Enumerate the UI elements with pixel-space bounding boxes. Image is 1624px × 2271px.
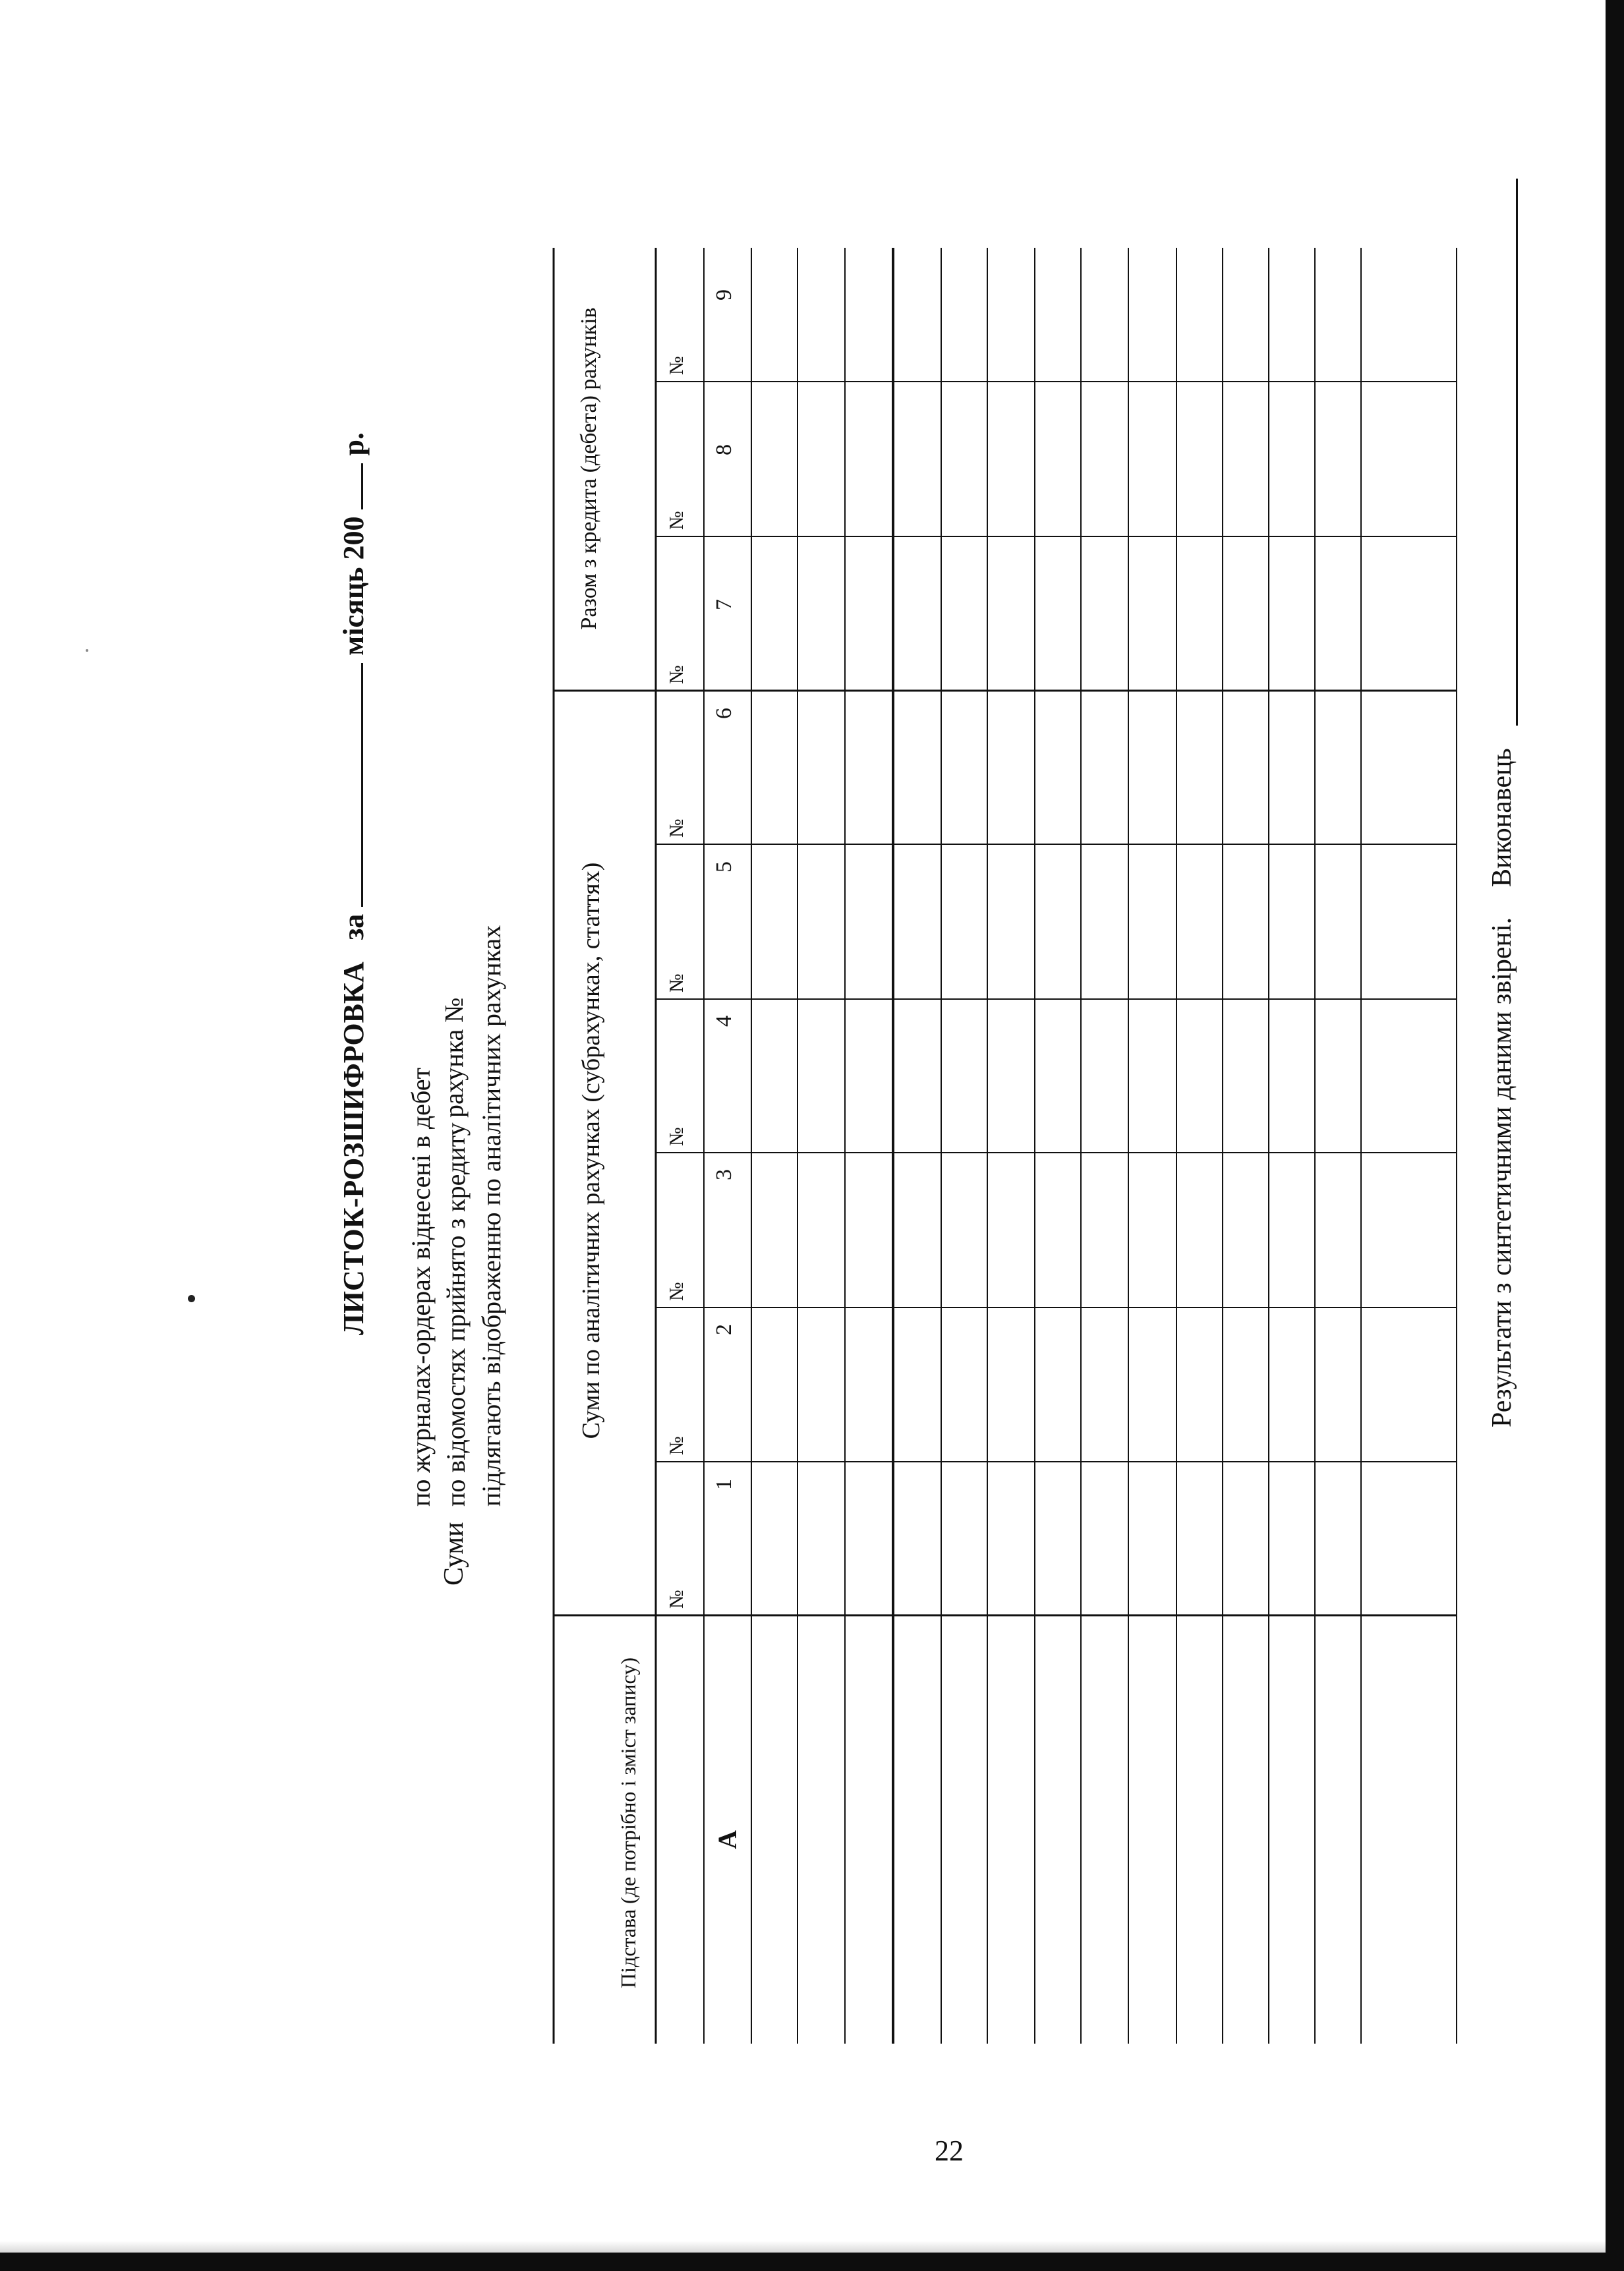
no-label: № bbox=[666, 819, 687, 838]
column-number-9: 9 bbox=[712, 289, 736, 301]
page-number: 22 bbox=[935, 2135, 964, 2167]
sums-label: Суми bbox=[439, 1522, 469, 1586]
footer-executor-label: Виконавець bbox=[1487, 748, 1517, 887]
no-label: № bbox=[666, 973, 687, 992]
title-year-suffix: р. bbox=[337, 432, 370, 456]
description-line-1: по журналах-ордерах віднесені в дебет bbox=[406, 1068, 436, 1507]
no-label: № bbox=[666, 1282, 687, 1301]
no-label: № bbox=[666, 511, 687, 530]
column-number-2: 2 bbox=[712, 1324, 736, 1335]
title-za: за bbox=[337, 913, 370, 940]
column-number-3: 3 bbox=[712, 1169, 736, 1180]
no-label: № bbox=[666, 1436, 687, 1455]
description-line-2: по відомостях прийнято з кредиту bbox=[441, 1122, 471, 1507]
no-label: № bbox=[666, 665, 687, 684]
column-number-7: 7 bbox=[712, 599, 736, 610]
no-label: № bbox=[666, 1127, 687, 1146]
title-main: ЛИСТОК-РОЗШИФРОВКА bbox=[337, 962, 370, 1335]
header-analytic-group: Суми по аналітичних рахунках (субрахунках, статтях) bbox=[577, 862, 605, 1439]
column-number-1: 1 bbox=[712, 1479, 736, 1490]
column-letter-a: А bbox=[712, 1830, 742, 1849]
header-basis: Підстава (де потрібно і зміст запису) bbox=[616, 1657, 640, 1988]
account-number-label: рахунка № bbox=[439, 997, 469, 1118]
no-label: № bbox=[666, 1590, 687, 1609]
column-number-5: 5 bbox=[712, 861, 736, 873]
title-month: місяць 200 bbox=[337, 516, 370, 656]
column-number-6: 6 bbox=[712, 708, 736, 719]
column-number-8: 8 bbox=[712, 444, 736, 455]
no-label: № bbox=[666, 356, 687, 375]
header-total-group: Разом з кредита (дебета) рахунків bbox=[577, 307, 601, 630]
description-line-3: підлягають відображенню по аналітичних рахунках bbox=[477, 925, 506, 1507]
footer-results: Результати з синтетичними даними звірені. bbox=[1487, 917, 1517, 1427]
column-number-4: 4 bbox=[712, 1016, 736, 1027]
executor-signature-line[interactable] bbox=[1516, 179, 1518, 726]
